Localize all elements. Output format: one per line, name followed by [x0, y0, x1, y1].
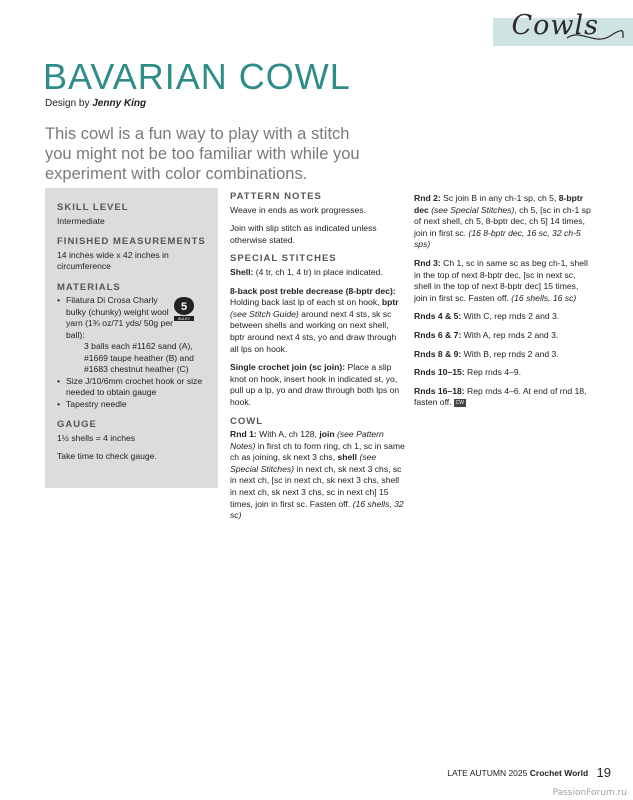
pattern-note: Weave in ends as work progresses. [230, 204, 366, 215]
cowl-heading: COWL [230, 415, 264, 427]
skill-level-value: Intermediate [57, 215, 105, 226]
rounds-6-7: Rnds 6 & 7: With A, rep rnds 2 and 3. [414, 329, 559, 340]
swash-ornament-icon [565, 24, 625, 48]
round-1: Rnd 1: With A, ch 128, join (see Pattern Notes) in first ch to form ring, ch 1, sc in same ch as joining, sk next 3 chs, shell (see Special Stitches) in next ch, sk next 3 chs, sc in next ch, [sc in next ch, sk next 3 chs, shell in next ch, sk next 3 chs, sc in next ch] 15 times, join in first sc. Fasten off. (16 shells, 32 sc) [230, 429, 405, 521]
designer-credit [45, 98, 146, 109]
finished-measurements-value: 14 inches wide x 42 inches in circumference [57, 249, 169, 271]
page-footer [447, 765, 611, 780]
intro-text [45, 124, 425, 184]
designer-name: Jenny King [92, 98, 147, 109]
pattern-notes-heading: PATTERN NOTES [230, 191, 322, 202]
designer-prefix: Design by [45, 98, 90, 109]
materials-sidebar [45, 188, 218, 488]
intro-line: experiment with color combinations. [45, 165, 308, 183]
intro-line: you might not be too familiar with while you [45, 145, 360, 163]
gauge-value: 1½ shells = 4 inches [57, 432, 136, 443]
badge-number: 5 [180, 301, 188, 313]
gauge-heading: GAUGE [57, 419, 97, 430]
instructions-column-1 [230, 191, 405, 529]
pattern-note: Join with slip stitch as indicated unless otherwise stated. [230, 223, 377, 245]
skill-level-block [57, 202, 208, 227]
sc-join-definition: Single crochet join (sc join): Place a slip knot on hook, insert hook in indicated st, yo, pull up a lp, yo and draw through both lps on hook. [230, 362, 400, 407]
section-label: Cowls [511, 10, 599, 41]
round-2: Rnd 2: Sc join B in any ch-1 sp, ch 5, 8-bptr dec (see Special Stitches), ch 5, [sc in ch-1 sp of next shell, ch 5, 8-bptr dec, ch 5] 14 times, join in first sc. (16 8-bptr dec, 16 sc, 32 ch-5 sps) [414, 193, 591, 250]
yarn-amounts: 3 balls each #1162 sand (A), #1669 taupe heather (B) and #1683 chestnut heather (C) [84, 341, 194, 374]
yarn-weight-icon [173, 296, 195, 322]
watermark: PassionForum.ru [552, 788, 627, 798]
end-mark-icon: CW [455, 400, 464, 407]
gauge-note: Take time to check gauge. [57, 451, 157, 461]
page-number: 19 [596, 765, 611, 780]
badge-label: BULKY [178, 317, 190, 322]
magazine-name: Crochet World [529, 768, 589, 778]
page-title: BAVARIAN COWL [43, 56, 351, 97]
list-item: • Size J/10/6mm crochet hook or size needed to obtain gauge [57, 376, 208, 399]
bptr-definition: 8-back post treble decrease (8-bptr dec): Holding back last lp of each st on hook, bptr (see Stitch Guide) around next 4 sts, sk sc between shells and working on next shell, bptr around next 4 sts, yo and draw through all lps on hook. [230, 285, 399, 354]
rounds-4-5: Rnds 4 & 5: With C, rep rnds 2 and 3. [414, 311, 560, 322]
issue-label: LATE AUTUMN 2025 [447, 768, 528, 778]
intro-line: This cowl is a fun way to play with a stitch [45, 125, 350, 143]
finished-measurements-block [57, 236, 208, 273]
finished-measurements-heading: FINISHED MEASUREMENTS [57, 236, 206, 247]
list-item: • Tapestry needle [57, 399, 208, 411]
skill-level-heading: SKILL LEVEL [57, 202, 129, 213]
materials-heading: MATERIALS [57, 281, 121, 293]
instructions-column-2 [414, 193, 594, 416]
special-stitches-heading: SPECIAL STITCHES [230, 253, 337, 265]
shell-definition: Shell: (4 tr, ch 1, 4 tr) in place indicated. [230, 266, 383, 277]
round-3: Rnd 3: Ch 1, sc in same sc as beg ch-1, shell in the top of next 8-bptr dec, [sc in next sc, shell in the top of next 8-bptr dec] 15 times, join in first sc. Fasten off. (16 shells, 16 sc) [414, 257, 588, 303]
rounds-10-15: Rnds 10–15: Rep rnds 4–9. [414, 367, 522, 378]
yarn-line: • Filatura Di Crosa Charly bulky (chunky) weight wool yarn (1¾ oz/71 yds/ 50g per ball): [66, 295, 174, 340]
rounds-16-18: Rnds 16–18: Rep rnds 4–6. At end of rnd 18, fasten off. CW [414, 385, 587, 408]
rounds-8-9: Rnds 8 & 9: With B, rep rnds 2 and 3. [414, 348, 559, 359]
gauge-block [57, 419, 208, 463]
